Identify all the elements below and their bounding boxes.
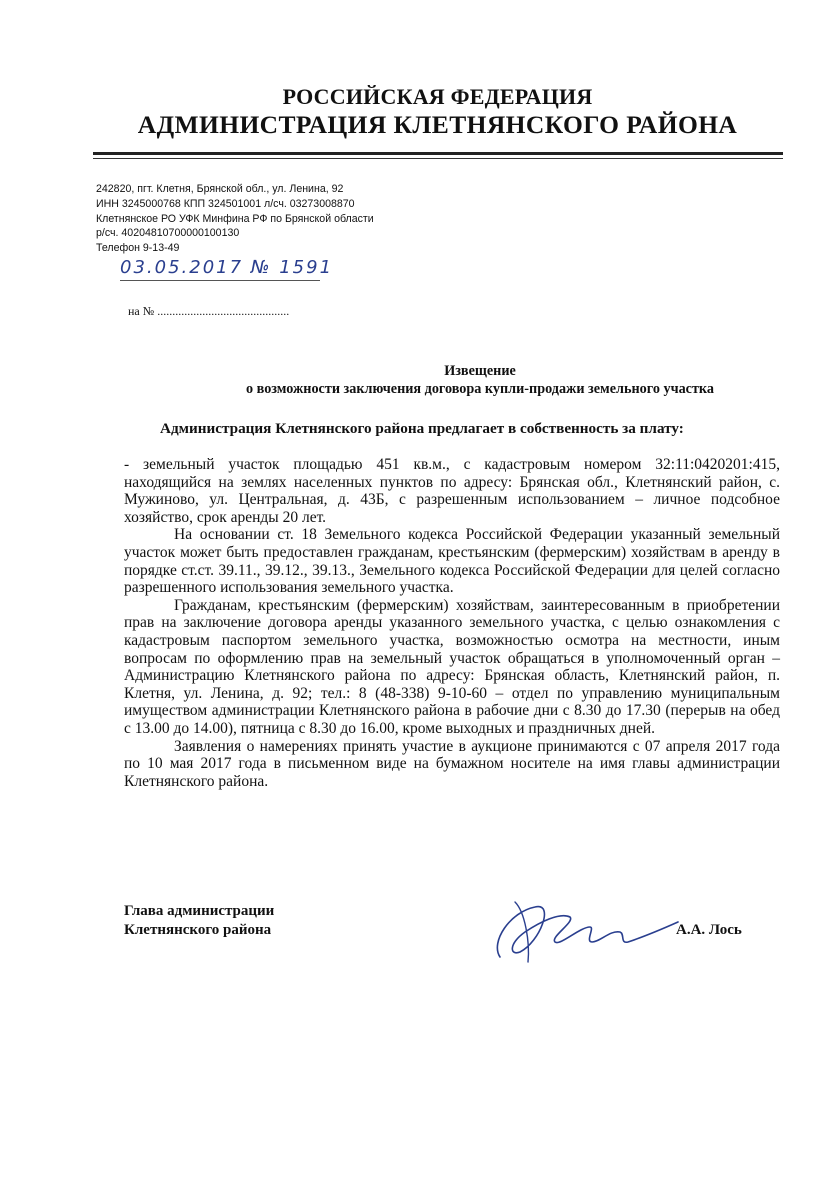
signatory-name: А.А. Лось <box>676 922 742 938</box>
outgoing-underline <box>120 280 320 281</box>
body-paragraph-contacts: Гражданам, крестьянским (фермерским) хозяйствам, заинтересованным в приобретении прав на заключение договора аренды указанного земельного участка, с целью ознакомления с кадастровым паспортом земельного участка, возможностью осмотра на местности, иным вопросам по оформлению прав на земельный участок обращаться в уполномоченный орган – Администрацию Клетнянского района по адресу: Брянская область, Клетнянский район, п. Клетня, ул. Ленина, д. 92; тел.: 8 (48-338) 9-10-60 – отдел по управлению муниципальным имуществом администрации Клетнянского района в рабочие дни с 8.30 до 17.30 (перерыв на обед с 13.00 до 14.00), пятница с 8.30 до 16.00, кроме выходных и праздничных дней. <box>124 596 780 737</box>
signatory-role-line2: Клетнянского района <box>124 922 272 938</box>
offer-heading: Администрация Клетнянского района предлагает в собственность за плату: <box>160 420 684 437</box>
requisite-inn: ИНН 3245000768 КПП 324501001 л/сч. 03273008870 <box>96 197 355 210</box>
body-paragraph-plot: - земельный участок площадью 451 кв.м., с кадастровым номером 32:11:0420201:415, находящийся на землях населенных пунктов по адресу: Брянская обл., Клетнянский район, с. Мужиново, ул. Центральная, д. 43Б, с разрешенным использованием – личное подсобное хозяйство, срок аренды 20 лет. <box>124 456 780 526</box>
body-paragraph-applications: Заявления о намерениях принять участие в аукционе принимаются с 07 апреля 2017 года по 10 мая 2017 года в письменном виде на бумажном носителе на имя главы администрации Клетнянского района. <box>124 737 780 790</box>
requisite-account: р/сч. 40204810700000100130 <box>96 227 240 240</box>
outgoing-date-number: 03.05.2017 № 1591 <box>120 257 334 278</box>
requisite-phone: Телефон 9-13-49 <box>96 242 180 255</box>
notice-title <box>130 362 830 398</box>
header-rule-thin <box>93 158 783 159</box>
signatory-role-line1: Глава администрации <box>124 903 275 919</box>
handwritten-signature <box>480 882 680 972</box>
requisite-bank: Клетнянское РО УФК Минфина РФ по Брянской области <box>96 212 374 225</box>
signatory-role <box>124 902 274 940</box>
header-country: РОССИЙСКАЯ ФЕДЕРАЦИЯ <box>282 84 593 109</box>
body-paragraph-legal-basis: На основании ст. 18 Земельного кодекса Российской Федерации указанный земельный участок может быть предоставлен гражданам, крестьянским (фермерским) хозяйствам в аренду в порядке ст.ст. 39.11., 39.12., 39.13., Земельного кодекса Российской Федерации для целей согласно разрешенного использования земельного участка. <box>124 526 780 597</box>
requisite-address: 242820, пгт. Клетня, Брянской обл., ул. Ленина, 92 <box>96 183 344 195</box>
organization-requisites <box>96 182 516 256</box>
reference-number-line: на № ............................................ <box>128 304 290 318</box>
header-rule-thick <box>93 152 783 155</box>
notice-title-line2: о возможности заключения договора купли-продажи земельного участка <box>245 381 714 397</box>
notice-body <box>124 456 780 790</box>
header-administration: АДМИНИСТРАЦИЯ КЛЕТНЯНСКОГО РАЙОНА <box>137 110 738 139</box>
notice-title-line1: Извещение <box>444 363 516 379</box>
